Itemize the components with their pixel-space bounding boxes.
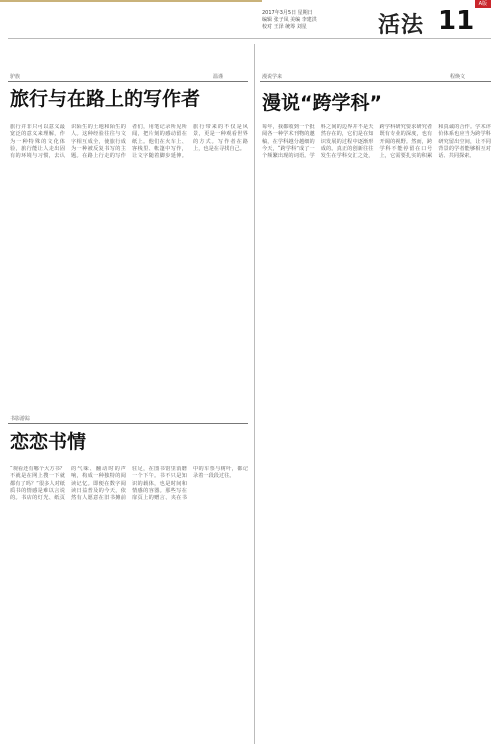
top-color-bar xyxy=(0,0,499,8)
article-2-body xyxy=(10,466,248,744)
article-3-rule xyxy=(260,81,491,82)
article-1-byline: 温谨 xyxy=(213,74,224,80)
article-3-body xyxy=(262,124,491,744)
editors-line: 编辑 张子凤 美编 李建洪 xyxy=(262,17,317,23)
article-3-column: 漫说学来 xyxy=(262,74,283,80)
masthead-meta xyxy=(262,10,382,31)
top-rule xyxy=(0,0,262,2)
page-number: 11 xyxy=(438,6,475,36)
article-1-rule xyxy=(8,81,248,82)
article-2-title: 恋恋书情 xyxy=(10,431,87,453)
section-tag: A版 xyxy=(475,0,491,8)
article-1-title: 旅行与在路上的写作者 xyxy=(10,88,201,110)
article-1-text: 旅行并非只可以意义最宽泛的意义来理解，作为一种特殊的文化体验，旅行能让人走出固有的环境与习惯，去认识陌生的土地和陌生的人。这种经验往往与文字相互成全，使旅行成为一种被反复书写的主题。在路上行走的写作者们，用笔记录所见所闻，把片刻的感动留在纸上。他们在火车上、客栈里、帐篷中写作，让文字随着脚步延伸。旅行带来的不仅是风景，更是一种观看世界的方式。写作者在路上，也是在寻找自己。 xyxy=(10,124,248,160)
masthead-divider xyxy=(8,38,491,39)
article-1-column: 驴族 xyxy=(10,74,21,80)
page-brand: 活法 xyxy=(378,13,425,38)
article-3-byline: 程焕文 xyxy=(450,74,466,80)
column-divider xyxy=(254,44,255,744)
article-2-text: “观看还有哪个大方书？不就是在网上搜一下就都有了吗？”很多人对纸质书的情感是难以言说的。书店的灯光、纸页的气味、翻动时的声响，构成一种独特的阅读记忆。即便在数字阅读日益普及的今天，依然有人愿意在旧书摊前驻足，在图书馆里消磨一个下午。书不只是知识的载体，也是时间和情感的容器。那些写在扉页上的赠言、夹在书中的车票与树叶，都记录着一段段过往。 xyxy=(10,466,248,502)
article-1-body xyxy=(10,124,248,416)
desk-line: 校对 王泽 统筹 刘星 xyxy=(262,24,307,30)
article-3-text: 每年，我都收到一个批阅各一种学术刊物的邀稿，在学科越分越细的今天，“跨学科”成了一个频繁出现的词语。学科之间的边界并不是天然存在的，它们是在知识发展的过程中逐渐形成的。真正的创新往往发生在学科交汇之处，跨学科研究要求研究者既有专业的深度，也有开阔的视野。然而，跨学科不能停留在口号上，它需要扎实的积累和真诚的合作。学术评价体系也应当为跨学科研究留出空间，让不同背景的学者能够相互对话、共同探索。 xyxy=(262,124,491,160)
article-2-column: 书影游踪 xyxy=(10,416,31,422)
article-3-title: 漫说“跨学科” xyxy=(262,92,382,114)
issue-date: 2017年3月5日 星期日 xyxy=(262,10,313,16)
article-2-rule xyxy=(8,423,248,424)
